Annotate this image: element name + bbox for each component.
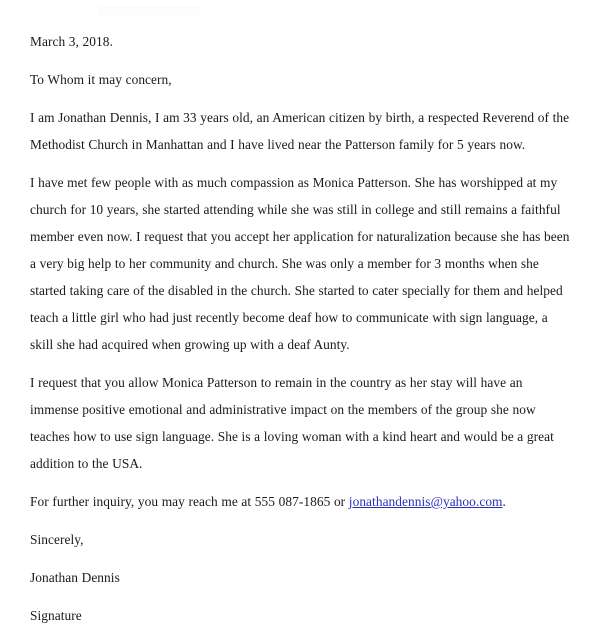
- letter-body: [30, 28, 573, 629]
- sender-name: Jonathan Dennis: [30, 570, 120, 585]
- contact-email-link[interactable]: jonathandennis@yahoo.com: [348, 494, 503, 509]
- letter-paragraph-2: I have met few people with as much compassion as Monica Patterson. She has worshipped at my church for 10 years, she started attending while she was still in college and still remains a faithful member even now. I request that you accept her application for naturalization because she has been a very big help to her community and church. She was only a member for 3 months when she started taking care of the disabled in the church. She started to cater specially for them and helped teach a little girl who had just recently become deaf how to communicate with sign language, a skill she had acquired when growing up with a deaf Aunty.: [30, 175, 570, 352]
- letter-paragraph-3: I request that you allow Monica Patterson to remain in the country as her stay will have an immense positive emotional and administrative impact on the members of the group she now teaches how to use sign language. She is a loving woman with a kind heart and would be a great addition to the USA.: [30, 375, 554, 471]
- signature-label: Signature: [30, 608, 82, 623]
- closing-valediction: Sincerely,: [30, 532, 84, 547]
- contact-line-suffix: .: [502, 494, 506, 509]
- letter-paragraph-1: I am Jonathan Dennis, I am 33 years old, an American citizen by birth, a respected Reverend of the Methodist Church in Manhattan and I have lived near the Patterson family for 5 years now.: [30, 110, 570, 152]
- letter-salutation: To Whom it may concern,: [30, 72, 172, 87]
- contact-phone-number: 555 087-1865: [254, 494, 331, 509]
- contact-line-conjunction: or: [330, 494, 349, 509]
- letter-date: March 3, 2018.: [30, 34, 113, 49]
- contact-line-prefix: For further inquiry, you may reach me at: [30, 494, 255, 509]
- contact-line: [30, 488, 573, 515]
- scan-artifact: [98, 6, 200, 15]
